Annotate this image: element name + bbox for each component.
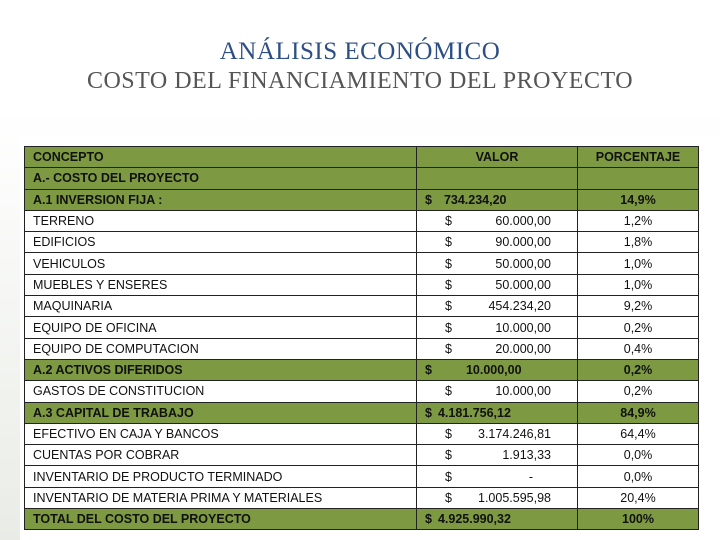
row-label: MAQUINARIA bbox=[25, 296, 417, 317]
slide-title: ANÁLISIS ECONÓMICO bbox=[219, 38, 501, 65]
table-row bbox=[25, 232, 699, 253]
currency-sign: $ bbox=[445, 235, 452, 250]
row-value bbox=[417, 466, 578, 487]
row-value bbox=[417, 402, 578, 423]
row-pct: 0,4% bbox=[578, 338, 699, 359]
row-value bbox=[417, 232, 578, 253]
table-header-row bbox=[25, 147, 699, 168]
amount: 10.000,00 bbox=[495, 320, 551, 335]
row-pct: 64,4% bbox=[578, 423, 699, 444]
currency-sign: $ bbox=[445, 427, 452, 441]
section-row-capital-trabajo bbox=[25, 402, 699, 423]
table-row bbox=[25, 466, 699, 487]
row-pct: 0,2% bbox=[578, 359, 699, 380]
row-pct: 9,2% bbox=[578, 296, 699, 317]
row-pct: 1,2% bbox=[578, 210, 699, 231]
slide-subtitle: COSTO DEL FINANCIAMIENTO DEL PROYECTO bbox=[86, 68, 634, 94]
amount: - bbox=[528, 469, 533, 484]
amount: 90.000,00 bbox=[495, 235, 551, 250]
row-value bbox=[417, 338, 578, 359]
amount: 50.000,00 bbox=[495, 256, 551, 271]
amount: 3.174.246,81 bbox=[478, 427, 551, 441]
amount: 4.925.990,32 bbox=[437, 512, 511, 527]
row-label: INVENTARIO DE MATERIA PRIMA Y MATERIALES bbox=[25, 487, 417, 508]
row-pct: 14,9% bbox=[578, 189, 699, 210]
table-row bbox=[25, 253, 699, 274]
row-label: A.3 CAPITAL DE TRABAJO bbox=[25, 402, 417, 423]
currency-sign: $ bbox=[425, 363, 432, 378]
currency-sign: $ bbox=[445, 277, 452, 292]
row-label: A.1 INVERSION FIJA : bbox=[25, 189, 417, 210]
header-porcentaje: PORCENTAJE bbox=[578, 147, 699, 168]
row-value bbox=[417, 487, 578, 508]
row-pct: 100% bbox=[578, 509, 699, 530]
amount: 10.000,00 bbox=[465, 363, 522, 378]
currency-sign: $ bbox=[425, 405, 432, 420]
currency-sign: $ bbox=[445, 469, 452, 484]
row-label: A.2 ACTIVOS DIFERIDOS bbox=[25, 359, 417, 380]
table-row bbox=[25, 274, 699, 295]
row-value bbox=[417, 253, 578, 274]
table-row bbox=[25, 296, 699, 317]
row-pct: 84,9% bbox=[578, 402, 699, 423]
row-pct: 1,0% bbox=[578, 274, 699, 295]
amount: 1.913,33 bbox=[502, 448, 551, 463]
currency-sign: $ bbox=[425, 512, 432, 527]
amount: 1.005.595,98 bbox=[478, 490, 551, 505]
currency-sign: $ bbox=[445, 448, 452, 463]
row-value bbox=[417, 381, 578, 402]
row-pct: 1,0% bbox=[578, 253, 699, 274]
row-value bbox=[417, 210, 578, 231]
currency-sign: $ bbox=[445, 490, 452, 505]
row-label: TERRENO bbox=[25, 210, 417, 231]
row-pct: 0,0% bbox=[578, 445, 699, 466]
row-label: VEHICULOS bbox=[25, 253, 417, 274]
row-pct: 0,2% bbox=[578, 381, 699, 402]
row-label: A.- COSTO DEL PROYECTO bbox=[25, 168, 417, 189]
section-row-activos-diferidos bbox=[25, 359, 699, 380]
section-row-inversion-fija bbox=[25, 189, 699, 210]
row-value bbox=[417, 168, 578, 189]
row-label: INVENTARIO DE PRODUCTO TERMINADO bbox=[25, 466, 417, 487]
row-value bbox=[417, 423, 578, 444]
table-row bbox=[25, 210, 699, 231]
table-row bbox=[25, 487, 699, 508]
table-row bbox=[25, 423, 699, 444]
row-pct bbox=[578, 168, 699, 189]
row-pct: 0,2% bbox=[578, 317, 699, 338]
table-row bbox=[25, 338, 699, 359]
cost-table bbox=[24, 146, 699, 530]
currency-sign: $ bbox=[445, 384, 452, 399]
row-label: GASTOS DE CONSTITUCION bbox=[25, 381, 417, 402]
row-label: CUENTAS POR COBRAR bbox=[25, 445, 417, 466]
row-label: EQUIPO DE COMPUTACION bbox=[25, 338, 417, 359]
amount: 50.000,00 bbox=[495, 277, 551, 292]
table-row bbox=[25, 381, 699, 402]
table-row bbox=[25, 445, 699, 466]
row-label: TOTAL DEL COSTO DEL PROYECTO bbox=[25, 509, 417, 530]
total-row bbox=[25, 509, 699, 530]
row-pct: 0,0% bbox=[578, 466, 699, 487]
row-value bbox=[417, 359, 578, 380]
row-value bbox=[417, 296, 578, 317]
section-row-costo-proyecto bbox=[25, 168, 699, 189]
row-label: EQUIPO DE OFICINA bbox=[25, 317, 417, 338]
row-label: MUEBLES Y ENSERES bbox=[25, 274, 417, 295]
currency-sign: $ bbox=[445, 341, 452, 356]
currency-sign: $ bbox=[425, 192, 432, 207]
row-value bbox=[417, 189, 578, 210]
currency-sign: $ bbox=[445, 214, 452, 229]
amount: 10.000,00 bbox=[495, 384, 551, 399]
amount: 734.234,20 bbox=[443, 192, 507, 207]
currency-sign: $ bbox=[445, 256, 452, 271]
row-pct: 20,4% bbox=[578, 487, 699, 508]
row-value bbox=[417, 509, 578, 530]
amount: 4.181.756,12 bbox=[437, 405, 511, 420]
table-row bbox=[25, 317, 699, 338]
header-valor: VALOR bbox=[417, 147, 578, 168]
row-label: EDIFICIOS bbox=[25, 232, 417, 253]
row-value bbox=[417, 274, 578, 295]
currency-sign: $ bbox=[445, 320, 452, 335]
amount: 20.000,00 bbox=[495, 341, 551, 356]
row-value bbox=[417, 317, 578, 338]
amount: 60.000,00 bbox=[495, 214, 551, 229]
currency-sign: $ bbox=[445, 299, 452, 314]
row-label: EFECTIVO EN CAJA Y BANCOS bbox=[25, 423, 417, 444]
amount: 454.234,20 bbox=[488, 299, 551, 314]
row-pct: 1,8% bbox=[578, 232, 699, 253]
header-concepto: CONCEPTO bbox=[25, 147, 417, 168]
row-value bbox=[417, 445, 578, 466]
